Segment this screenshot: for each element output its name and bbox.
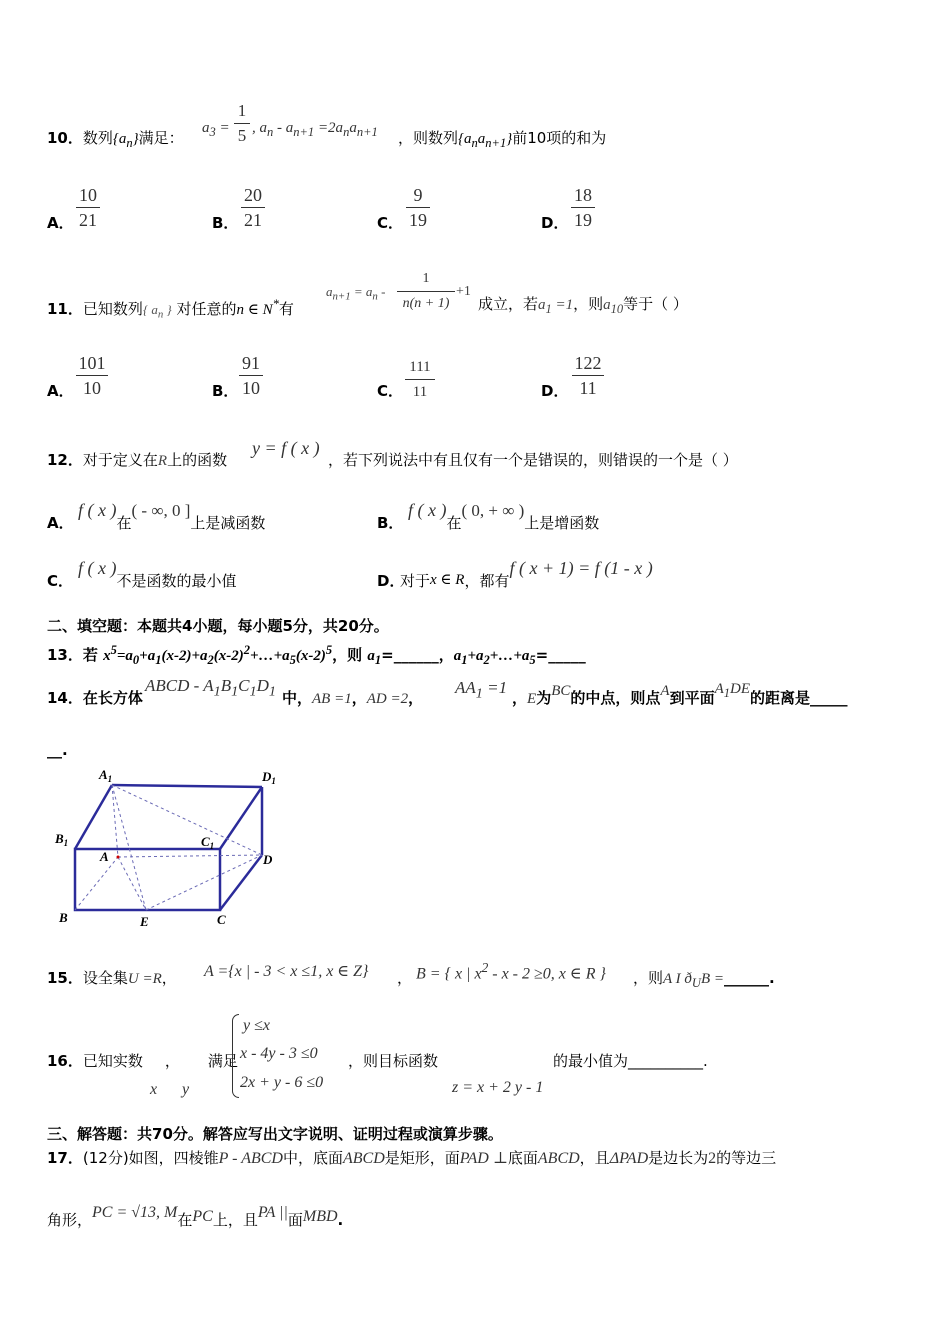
q11-option-a-label: A．	[47, 382, 74, 400]
q16-objective: z = x + 2 y - 1	[452, 1079, 544, 1096]
q12-option-d-label: D．	[377, 572, 405, 590]
q11-option-b-frac: 91 10	[239, 352, 263, 399]
q11-line: 11．已知数列{ $a_n$ } 对任意的n ∈ N*有	[47, 297, 294, 321]
q14-line-end: ，E为BC的中点，则点A到平面$A_1DE$的距离是_____	[512, 681, 848, 707]
q10-seq2: $\{a_na_{n+1}\}$	[458, 131, 513, 150]
label-c1: $C_1$	[201, 834, 215, 851]
section-3-heading: 三、解答题：共70分。解答应写出文字说明、证明过程或演算步骤。	[47, 1125, 503, 1143]
q10-a3: $a_3$ =	[202, 120, 230, 139]
cuboid-figure	[50, 765, 290, 940]
q11-recurrence-lhs: $a_{n+1} = a_n$ -	[326, 284, 386, 303]
q14-line-start: 14．在长方体	[47, 689, 143, 707]
q11-cond: n ∈ N*	[236, 297, 279, 318]
label-a: A	[100, 849, 109, 864]
q17-line-1: 17．(12分)如图，四棱锥P - ABCD中，底面ABCD是矩形，面PAD ⊥底面ABCD，且ΔPAD是边长为2的等边三	[47, 1149, 777, 1167]
q12-func: y = f ( x )	[252, 438, 320, 458]
q16-text4: 的最小值为__________.	[553, 1052, 708, 1070]
q16-constraint-1: y ≤x	[243, 1017, 270, 1034]
q17-line-2: 角形，PC = √13, M在PC上，且PA ||面MBD.	[47, 1204, 344, 1229]
q11-seq: { $a_n$ }	[142, 302, 172, 321]
q10-frac: 1 5	[234, 100, 250, 147]
q11-option-a-frac: 101 10	[76, 352, 108, 399]
q11-a10: $a_{10}$	[603, 297, 624, 316]
q15-set-a: A ={x | - 3 < x ≤1, x ∈ Z}	[204, 963, 369, 980]
label-c: C	[217, 912, 226, 927]
q10-option-a-frac: 10 21	[76, 184, 100, 231]
q12-option-a-label: A．	[47, 514, 74, 532]
q11-option-c-frac: 111 11	[405, 356, 435, 403]
q10-line	[47, 128, 184, 153]
q10-line-end: ，则数列$\{a_na_{n+1}\}$前10项的和为	[398, 129, 607, 150]
q11-plus-one: +1	[456, 284, 471, 299]
q10-option-c-label: C．	[377, 214, 404, 232]
label-d1: $D_1$	[262, 769, 276, 786]
q16-system-brace	[232, 1014, 239, 1098]
q14-continuation: __.	[47, 741, 68, 759]
q16-constraint-2: x - 4y - 3 ≤0	[240, 1045, 318, 1062]
point-a-marker	[117, 856, 120, 859]
q10-option-a-label: A．	[47, 214, 74, 232]
label-b1: $B_1$	[55, 831, 69, 848]
q10-text1: 数列	[82, 129, 113, 147]
q11-option-d-frac: 122 11	[572, 352, 604, 399]
label-d: D	[263, 852, 273, 867]
q12-option-c-label: C．	[47, 572, 74, 590]
q10-option-c-frac: 9 19	[406, 184, 430, 231]
cuboid-solid-edges	[75, 785, 262, 910]
q12-option-b-label: B．	[377, 514, 404, 532]
q11-line-end: 成立，若$a_1 =1$，则$a_{10}$等于（ ）	[478, 295, 688, 316]
q16-line: 16．已知实数 ， 满足	[47, 1052, 238, 1070]
q12-option-b: f ( x )在( 0, + ∞ )上是增函数	[408, 500, 600, 532]
q10-number: 10．	[47, 129, 83, 147]
q16-var-y: y	[182, 1081, 190, 1098]
label-a1: $A_1$	[99, 767, 113, 784]
q16-constraint-3: 2x + y - 6 ≤0	[240, 1074, 324, 1091]
q14-box: ABCD - $A_1B_1C_1D_1$	[145, 676, 276, 700]
q10-recurrence: , $a_n - a_{n+1} =2a_na_{n+1}$	[252, 120, 378, 139]
q14-aa1: $AA_1 =1$	[455, 678, 508, 702]
q15-line: 15．设全集U =R，	[47, 969, 177, 987]
q11-option-c-label: C．	[377, 382, 404, 400]
label-b: B	[59, 910, 68, 925]
q10-seq: $\{a_n\}$	[112, 131, 139, 150]
q15-line-end: ，则A I $ð_UB$ =______.	[633, 969, 775, 990]
q10-option-d-label: D．	[541, 214, 569, 232]
q12-line-end: ，若下列说法中有且仅有一个是错误的，则错误的一个是（ ）	[328, 451, 738, 469]
q13-line: 13．若 $x^5=a_0+a_1(x-2)+a_2(x-2)^2+\dots+a_5(x-2)^5$，则 $a_1=\_\_\_\_\_\_$，$a_1+a_2+\dots+a_5=\_\_\_\_\_$	[47, 643, 586, 667]
label-e: E	[140, 914, 149, 929]
q12-line: 12．对于定义在R上的函数	[47, 451, 228, 469]
q15-comma2: ，	[397, 969, 413, 987]
q10-option-b-label: B．	[212, 214, 239, 232]
q14-line-mid: 中，AB =1，AD =2，	[282, 689, 424, 707]
q12-option-d: 对于x ∈ R，都有f ( x + 1) = f (1 - x )	[400, 558, 653, 590]
q10-option-b-frac: 20 21	[241, 184, 265, 231]
q12-option-c: f ( x )不是函数的最小值	[78, 558, 237, 590]
q11-option-b-label: B．	[212, 382, 239, 400]
q11-a1: $a_1 =1$	[538, 297, 574, 316]
q11-option-d-label: D．	[541, 382, 569, 400]
q10-text2: 满足：	[138, 129, 184, 147]
q16-text3: ，则目标函数	[348, 1052, 439, 1070]
q10-option-d-frac: 18 19	[571, 184, 595, 231]
q11-recurrence-frac: 1 n(n + 1)	[397, 268, 455, 315]
q12-option-a: f ( x )在( - ∞, 0 ]上是减函数	[78, 500, 266, 532]
section-2-heading: 二、填空题：本题共4小题，每小题5分，共20分。	[47, 617, 389, 635]
q16-var-x: x	[150, 1081, 158, 1098]
q15-set-b: B = { x | $x^2 - x - 2 \ge 0$, x ∈ R }	[416, 960, 606, 983]
